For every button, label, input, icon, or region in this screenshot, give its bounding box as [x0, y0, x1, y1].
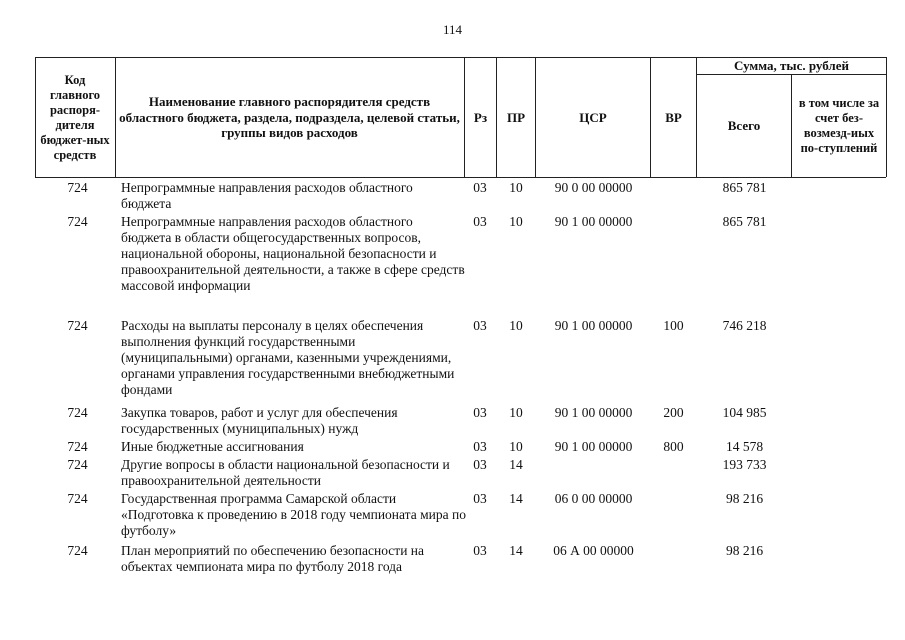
- row-csr: 90 1 00 00000: [554, 439, 633, 454]
- row-code: 724: [67, 318, 88, 333]
- row-pr: 10: [509, 214, 523, 229]
- row-code: 724: [67, 491, 88, 506]
- row-name: Государственная программа Самарской области «Подготовка к проведению в 2018 году чемпионата мира по футболу»: [121, 491, 466, 538]
- row-pr: 14: [509, 543, 523, 558]
- row-rz: 03: [473, 405, 487, 420]
- header-rz: Рз: [473, 109, 488, 125]
- row-total: 98 216: [725, 491, 764, 506]
- row-vr: 800: [663, 439, 684, 454]
- row-name: Другие вопросы в области национальной безопасности и правоохранительной деятельности: [121, 457, 450, 488]
- header-vr: ВР: [665, 109, 682, 125]
- row-code: 724: [67, 457, 88, 472]
- row-total: 98 216: [725, 543, 764, 558]
- row-total: 193 733: [722, 457, 767, 472]
- row-rz: 03: [473, 214, 487, 229]
- row-csr: 06 А 00 00000: [553, 543, 634, 558]
- row-total: 14 578: [725, 439, 764, 454]
- row-name: Расходы на выплаты персоналу в целях обеспечения выполнения функций государственными (муниципальными) органами, казенными учреждениями, органами управления государственными внебюджетными фондами: [121, 318, 455, 397]
- row-rz: 03: [473, 439, 487, 454]
- row-code: 724: [67, 439, 88, 454]
- row-code: 724: [67, 405, 88, 420]
- row-name: Иные бюджетные ассигнования: [121, 439, 304, 454]
- row-pr: 10: [509, 439, 523, 454]
- row-rz: 03: [473, 491, 487, 506]
- header-pr: ПР: [506, 109, 526, 125]
- row-rz: 03: [473, 180, 487, 195]
- header-bezvozmezd: в том числе за счет без-возмезд-иых по-ступлений: [798, 96, 880, 155]
- header-csr: ЦСР: [579, 109, 607, 125]
- row-total: 746 218: [722, 318, 767, 333]
- row-code: 724: [67, 543, 88, 558]
- row-csr: 90 1 00 00000: [554, 405, 633, 420]
- row-csr: 06 0 00 00000: [554, 491, 633, 506]
- row-name: Непрограммные направления расходов областного бюджета в области общегосударственных вопросов, национальной обороны, национальной безопасности и правоохранительной деятельности, а также в сфере средств массовой информации: [121, 214, 465, 293]
- row-name: План мероприятий по обеспечению безопасности на объектах чемпионата мира по футболу 2018 года: [121, 543, 425, 574]
- header-sum-group: Сумма, тыс. рублей: [734, 58, 849, 74]
- row-vr: 200: [663, 405, 684, 420]
- row-csr: 90 0 00 00000: [554, 180, 633, 195]
- row-total: 865 781: [722, 180, 767, 195]
- row-code: 724: [67, 214, 88, 229]
- row-name: Закупка товаров, работ и услуг для обеспечения государственных (муниципальных) нужд: [121, 405, 398, 436]
- row-pr: 14: [509, 491, 523, 506]
- row-pr: 14: [509, 457, 523, 472]
- row-total: 865 781: [722, 214, 767, 229]
- row-csr: 90 1 00 00000: [554, 214, 633, 229]
- row-csr: 90 1 00 00000: [554, 318, 633, 333]
- row-name: Непрограммные направления расходов областного бюджета: [121, 180, 413, 211]
- row-pr: 10: [509, 318, 523, 333]
- row-rz: 03: [473, 457, 487, 472]
- header-total: Всего: [727, 118, 761, 134]
- row-pr: 10: [509, 405, 523, 420]
- row-pr: 10: [509, 180, 523, 195]
- page-number: 114: [442, 22, 463, 37]
- row-rz: 03: [473, 318, 487, 333]
- row-code: 724: [67, 180, 88, 195]
- row-total: 104 985: [722, 405, 767, 420]
- row-vr: 100: [663, 318, 684, 333]
- header-code: Код главного распоря-дителя бюджет-ных средств: [40, 72, 110, 162]
- row-rz: 03: [473, 543, 487, 558]
- header-name: Наименование главного распорядителя средств областного бюджета, раздела, подраздела, целевой статьи, группы видов расходов: [119, 94, 460, 141]
